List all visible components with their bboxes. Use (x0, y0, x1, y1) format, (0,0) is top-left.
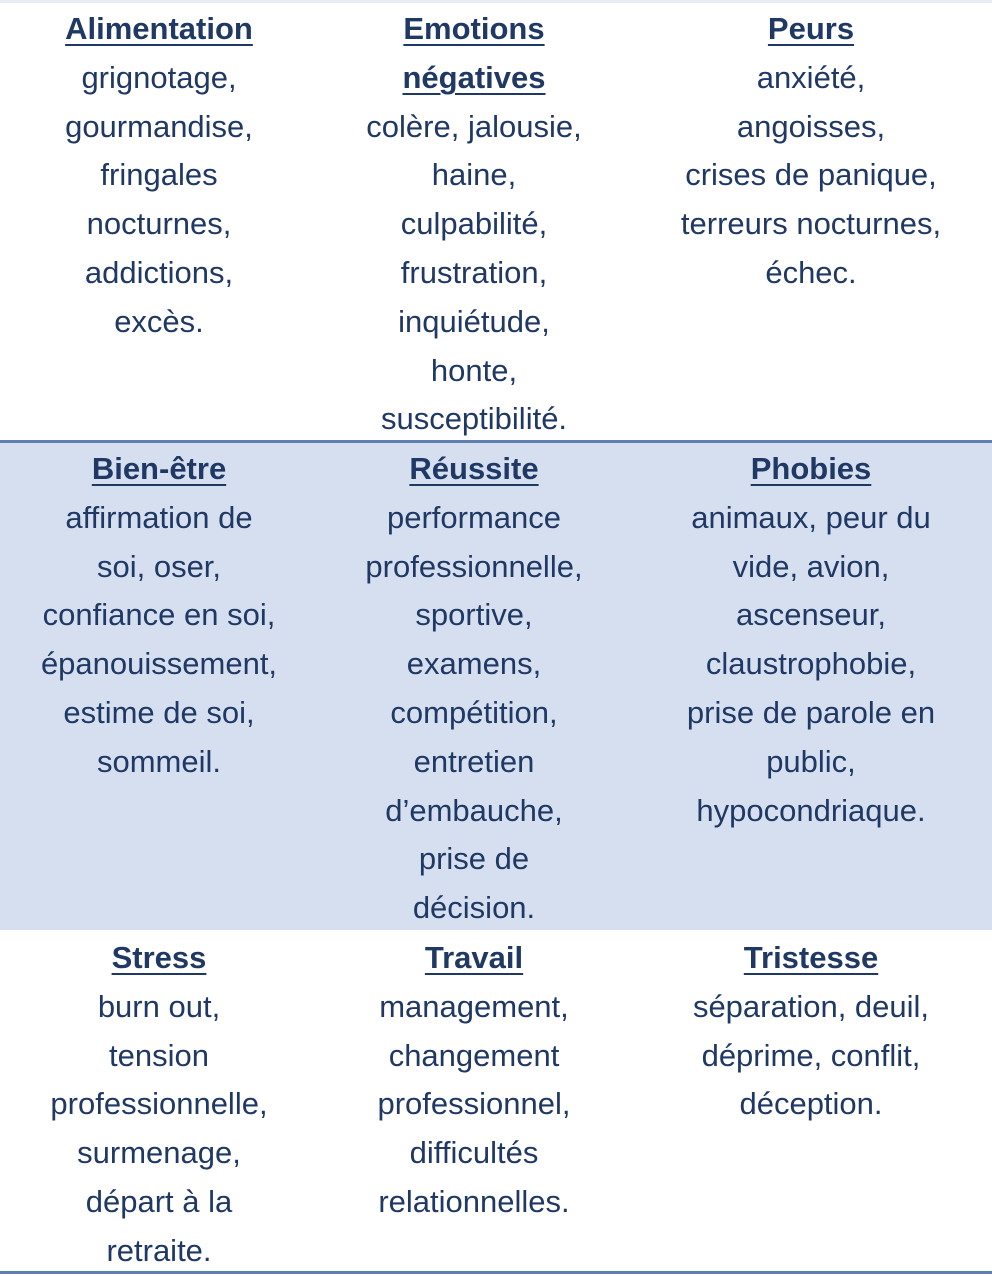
cell-title: Phobies (750, 451, 872, 486)
table-row-1 (0, 3, 992, 440)
cell-line: examens, (406, 646, 542, 682)
cell-line: difficultés (409, 1135, 539, 1171)
cell-alimentation (0, 3, 318, 440)
cell-title: Peurs (767, 11, 855, 46)
cell-line: affirmation de (65, 499, 253, 535)
cell-line: colère, jalousie, (366, 108, 582, 144)
cell-stress (0, 932, 318, 1271)
table-row-3 (0, 932, 992, 1271)
cell-line: susceptibilité. (380, 401, 568, 437)
cell-title: Alimentation (65, 11, 253, 46)
cell-line: tension (109, 1037, 209, 1073)
cell-line: public, (766, 743, 856, 779)
cell-line: épanouissement, (40, 646, 278, 682)
cell-travail (318, 932, 630, 1271)
cell-line: sommeil. (96, 743, 221, 779)
cell-line: prise de parole en (686, 694, 936, 730)
cell-line: culpabilité, (400, 206, 548, 242)
cell-bien-etre (0, 443, 318, 930)
cell-line: déception. (739, 1086, 883, 1122)
table-row-2 (0, 443, 992, 930)
cell-line: frustration, (400, 254, 548, 290)
cell-line: confiance en soi, (42, 597, 276, 633)
cell-line: surmenage, (77, 1135, 241, 1171)
cell-line: crises de panique, (685, 157, 937, 193)
cell-line: vide, avion, (732, 548, 890, 584)
cell-line: changement (388, 1037, 560, 1073)
cell-line: burn out, (97, 988, 221, 1024)
cell-line: addictions, (84, 254, 234, 290)
cell-tristesse (630, 932, 992, 1271)
cell-line: haine, (431, 157, 517, 193)
cell-line: performance (386, 499, 562, 535)
cell-line: nocturnes, (86, 206, 232, 242)
cell-line: d’embauche, (385, 792, 563, 828)
cell-line: professionnel, (377, 1086, 571, 1122)
cell-line: soi, oser, (96, 548, 222, 584)
cell-line: ascenseur, (736, 597, 886, 633)
cell-line: entretien (413, 743, 535, 779)
cell-line: professionnelle, (365, 548, 583, 584)
cell-title: Bien-être (91, 451, 227, 486)
cell-line: prise de (418, 841, 530, 877)
cell-line: retraite. (106, 1232, 212, 1268)
cell-peurs (630, 3, 992, 440)
cell-line: inquiétude, (398, 303, 550, 339)
cell-title: négatives (402, 59, 546, 95)
cell-line: honte, (430, 352, 518, 388)
cell-emotions-negatives (318, 3, 630, 440)
cell-line: estime de soi, (63, 694, 255, 730)
cell-line: animaux, peur du (691, 499, 931, 535)
cell-title: Tristesse (743, 940, 879, 975)
cell-line: angoisses, (736, 108, 886, 144)
cell-line: management, (379, 988, 569, 1024)
cell-line: séparation, deuil, (692, 988, 930, 1024)
cell-line: déprime, conflit, (701, 1037, 921, 1073)
cell-line: départ à la (85, 1183, 233, 1219)
cell-line: gourmandise, (65, 108, 253, 144)
cell-line: excès. (114, 303, 204, 339)
cell-reussite (318, 443, 630, 930)
cell-line: anxiété, (756, 59, 866, 95)
cell-line: sportive, (415, 597, 533, 633)
cell-line: claustrophobie, (705, 646, 917, 682)
cell-line: terreurs nocturnes, (680, 206, 942, 242)
bottom-border (0, 1271, 992, 1274)
cell-line: échec. (765, 254, 857, 290)
cell-line: relationnelles. (378, 1183, 570, 1219)
cell-title: Travail (424, 940, 524, 975)
cell-line: hypocondriaque. (696, 792, 926, 828)
cell-line: fringales (100, 157, 218, 193)
cell-line: grignotage, (81, 59, 237, 95)
cell-line: décision. (412, 890, 536, 926)
cell-line: professionnelle, (50, 1086, 268, 1122)
cell-title: Réussite (409, 451, 539, 486)
cell-line: compétition, (390, 694, 558, 730)
cell-phobies (630, 443, 992, 930)
cell-title: Emotions (403, 11, 545, 46)
cell-title: Stress (111, 940, 207, 975)
